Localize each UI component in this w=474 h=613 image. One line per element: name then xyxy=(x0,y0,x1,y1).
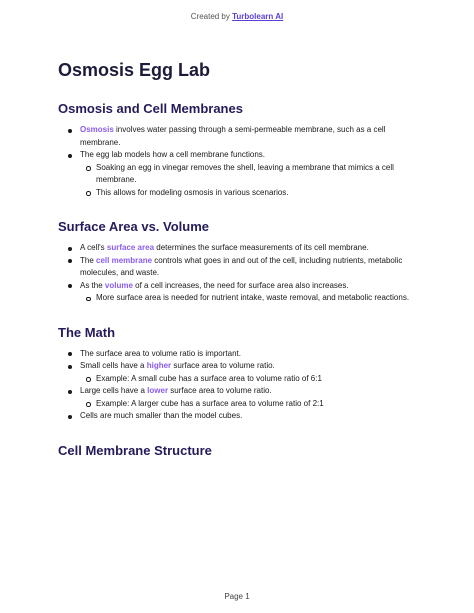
list-item-text: surface area to volume ratio. xyxy=(168,386,272,395)
section-the-math xyxy=(58,325,418,423)
section-heading: The Math xyxy=(58,324,116,340)
list-item xyxy=(58,348,418,361)
highlight-term: cell membrane xyxy=(96,255,153,265)
section-surface-area xyxy=(58,219,418,305)
section-heading: Cell Membrane Structure xyxy=(58,442,212,458)
page-number: Page 1 xyxy=(224,592,250,601)
bullet-list xyxy=(58,242,418,305)
bullet-list xyxy=(58,124,418,199)
section-osmosis xyxy=(58,101,418,199)
list-item-text: Cells are much smaller than the model cubes. xyxy=(80,411,243,420)
sub-list xyxy=(80,292,418,305)
list-item xyxy=(58,242,418,255)
page-title: Osmosis Egg Lab xyxy=(58,60,211,80)
header-prefix: Created by xyxy=(190,12,233,21)
list-item-text: The xyxy=(80,255,97,265)
list-item xyxy=(58,124,418,149)
highlight-term: lower xyxy=(147,386,169,395)
sub-list-item xyxy=(80,292,418,305)
list-item-text: Example: A small cube has a surface area to volume ratio of 6:1 xyxy=(96,373,322,383)
highlight-term: surface area xyxy=(106,243,155,252)
list-item-text: Soaking an egg in vinegar removes the shell, leaving a membrane that mimics a cell membrane. xyxy=(96,162,394,184)
sub-list xyxy=(80,398,418,411)
list-item xyxy=(58,280,418,305)
section-heading: Osmosis and Cell Membranes xyxy=(58,101,243,116)
list-item-text: involves water passing through a semi-permeable membrane, such as a cell membrane. xyxy=(80,125,386,147)
sub-list xyxy=(80,162,418,200)
list-item-text: More surface area is needed for nutrient intake, waste removal, and metabolic reactions. xyxy=(96,293,410,302)
sub-list xyxy=(80,373,418,386)
list-item xyxy=(58,255,418,280)
list-item-text: surface area to volume ratio. xyxy=(171,361,275,370)
section-cell-membrane-structure xyxy=(58,443,418,458)
sub-list-item xyxy=(80,373,418,386)
page-header xyxy=(0,12,474,21)
list-item xyxy=(58,385,418,410)
list-item-text: Large cells have a xyxy=(80,386,148,395)
list-item xyxy=(58,360,418,385)
list-item-text: of a cell increases, the need for surface area also increases. xyxy=(132,280,349,290)
highlight-term: volume xyxy=(104,280,133,290)
list-item-text: A cell's xyxy=(80,243,107,252)
list-item-text: Example: A larger cube has a surface area to volume ratio of 2:1 xyxy=(96,398,324,408)
turbolearn-link[interactable]: Turbolearn AI xyxy=(232,12,284,21)
list-item-text: This allows for modeling osmosis in various scenarios. xyxy=(96,187,289,197)
list-item xyxy=(58,149,418,199)
sub-list-item xyxy=(80,187,418,200)
list-item-text: As the xyxy=(80,280,105,290)
list-item-text: The egg lab models how a cell membrane functions. xyxy=(80,150,265,159)
sub-list-item xyxy=(80,162,418,187)
highlight-term: Osmosis xyxy=(80,125,114,134)
bullet-list xyxy=(58,348,418,423)
list-item-text: Small cells have a xyxy=(80,361,147,370)
list-item-text: The surface area to volume ratio is important. xyxy=(80,348,241,358)
section-heading: Surface Area vs. Volume xyxy=(58,219,210,234)
document-body xyxy=(58,60,418,458)
list-item-text: controls what goes in and out of the cell, including nutrients, metabolic molecules, and waste. xyxy=(80,255,403,277)
list-item-text: determines the surface measurements of its cell membrane. xyxy=(154,243,369,252)
sub-list-item xyxy=(80,398,418,411)
list-item xyxy=(58,410,418,423)
highlight-term: higher xyxy=(146,361,172,370)
